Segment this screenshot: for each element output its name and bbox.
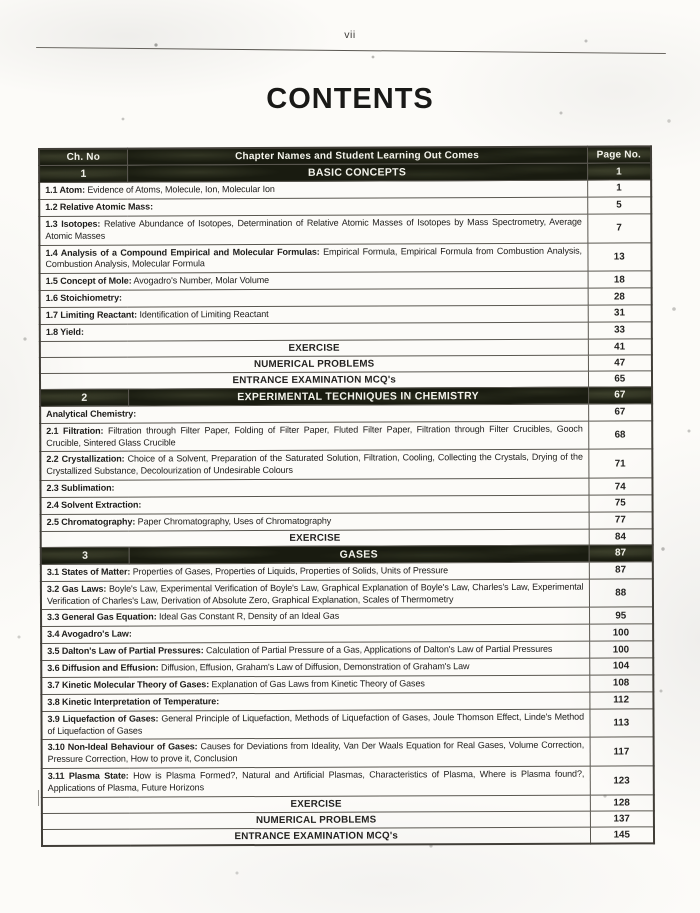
row-rest: Diffusion, Effusion, Graham's Law of Diffusion, Demonstration of Graham's Law bbox=[158, 661, 470, 673]
topic-row bbox=[40, 449, 652, 480]
row-rest: Boyle's Law, Experimental Verification of Boyle's Law, Graphical Explanation of Boyle's Law, Charles's Law, Experimental Verification of Charles's Law, Derivation of Absolute Zero, Graphical Explanation, Scales of Thermometry bbox=[46, 581, 584, 606]
row-lead: 1.2 Relative Atomic Mass: bbox=[45, 201, 153, 212]
chapter-page: 87 bbox=[589, 545, 653, 562]
row-page: 145 bbox=[590, 827, 654, 844]
row-page: 88 bbox=[589, 578, 653, 607]
row-rest: Paper Chromatography, Uses of Chromatography bbox=[135, 515, 332, 527]
row-rest: Evidence of Atoms, Molecule, Ion, Molecular Ion bbox=[84, 183, 275, 195]
row-page: 113 bbox=[589, 708, 653, 737]
row-lead: 1.7 Limiting Reactant: bbox=[45, 309, 138, 320]
header-rule-line bbox=[36, 47, 666, 54]
chapter-number: 2 bbox=[40, 389, 128, 406]
row-page: 28 bbox=[588, 288, 652, 305]
row-label: ENTRANCE EXAMINATION MCQ's bbox=[42, 827, 590, 846]
row-lead: 1.8 Yield: bbox=[45, 326, 84, 337]
header-chapter-names: Chapter Names and Student Learning Out Comes bbox=[127, 147, 587, 166]
row-page: 65 bbox=[588, 371, 652, 387]
row-lead: 3.2 Gas Laws: bbox=[46, 583, 107, 594]
topic-cell bbox=[40, 449, 588, 480]
row-rest: General Principle of Liquefaction, Methods of Liquefaction of Gases, Joule Thomson Effect, Linde's Method of Liquefaction of Gases bbox=[47, 711, 585, 736]
header-page-no: Page No. bbox=[587, 146, 651, 163]
topic-row bbox=[40, 420, 652, 451]
row-page: 71 bbox=[588, 449, 652, 478]
row-rest: Causes for Deviations from Ideality, Van Der Waals Equation for Real Gases, Volume Correction, Pressure Correction, How to prove it, Conclusion bbox=[47, 739, 585, 765]
topic-row bbox=[41, 578, 653, 609]
row-rest: Relative Abundance of Isotopes, Determination of Relative Atomic Masses of Isotopes by Mass Spectrometry, Average Atomic Masses bbox=[45, 216, 582, 241]
row-lead: 3.10 Non-Ideal Behaviour of Gases: bbox=[47, 741, 198, 753]
row-page: 1 bbox=[587, 180, 651, 197]
row-page: 137 bbox=[590, 811, 654, 827]
row-label: EXERCISE bbox=[41, 529, 589, 547]
row-lead: 3.9 Liquefaction of Gases: bbox=[47, 713, 159, 724]
chapter-title: GASES bbox=[129, 545, 589, 564]
row-label: NUMERICAL PROBLEMS bbox=[40, 355, 588, 373]
row-lead: Analytical Chemistry: bbox=[46, 408, 137, 419]
row-lead: 2.3 Sublimation: bbox=[46, 482, 115, 494]
row-lead: 1.4 Analysis of a Compound Empirical and Molecular Formulas: bbox=[45, 246, 320, 258]
row-rest: How is Plasma Formed?, Natural and Artificial Plasmas, Characteristics of Plasma, Where is Plasma found?, Applications of Plasma, Future Horizons bbox=[47, 768, 585, 793]
row-page: 47 bbox=[588, 355, 652, 371]
row-lead: 3.6 Diffusion and Effusion: bbox=[47, 662, 159, 673]
topic-cell bbox=[42, 737, 590, 768]
topic-cell bbox=[39, 243, 587, 274]
header-ch-no: Ch. No bbox=[39, 149, 127, 166]
topic-cell bbox=[40, 421, 588, 452]
row-lead: 1.1 Atom: bbox=[45, 184, 85, 195]
row-page: 13 bbox=[587, 242, 651, 271]
topic-cell bbox=[42, 766, 590, 797]
row-page: 77 bbox=[589, 512, 653, 529]
contents-table bbox=[38, 145, 655, 847]
row-page: 128 bbox=[590, 795, 654, 811]
row-lead: 1.3 Isotopes: bbox=[45, 218, 101, 229]
row-page: 31 bbox=[588, 305, 652, 322]
topic-row bbox=[41, 708, 653, 739]
row-lead: 3.3 General Gas Equation: bbox=[47, 611, 157, 623]
row-rest: Calculation of Partial Pressure of a Gas, Applications of Dalton's Law of Partial Pressures bbox=[203, 643, 553, 656]
row-page: 7 bbox=[587, 214, 651, 243]
topic-row bbox=[42, 737, 654, 768]
row-page: 117 bbox=[590, 737, 654, 766]
row-page: 41 bbox=[588, 339, 652, 355]
contents-table-wrapper bbox=[38, 145, 655, 847]
row-page: 104 bbox=[589, 658, 653, 675]
row-rest: Explanation of Gas Laws from Kinetic Theory of Gases bbox=[209, 678, 425, 690]
row-page: 18 bbox=[588, 271, 652, 288]
row-lead: 3.5 Dalton's Law of Partial Pressures: bbox=[47, 645, 204, 657]
chapter-number: 1 bbox=[39, 165, 127, 182]
row-lead: 1.6 Stoichiometry: bbox=[45, 292, 122, 304]
row-lead: 2.5 Chromatography: bbox=[46, 516, 136, 527]
topic-cell bbox=[39, 214, 587, 245]
row-page: 112 bbox=[589, 692, 653, 709]
row-label: ENTRANCE EXAMINATION MCQ's bbox=[40, 371, 588, 389]
row-page: 84 bbox=[589, 529, 653, 545]
row-lead: 3.8 Kinetic Interpretation of Temperature: bbox=[47, 695, 220, 707]
scan-artifact-line bbox=[38, 790, 39, 806]
row-page: 108 bbox=[589, 675, 653, 692]
row-lead: 3.4 Avogadro's Law: bbox=[47, 628, 132, 640]
page-title: CONTENTS bbox=[266, 83, 434, 115]
topic-row bbox=[39, 242, 651, 273]
row-page: 67 bbox=[588, 404, 652, 421]
row-lead: 3.7 Kinetic Molecular Theory of Gases: bbox=[47, 679, 210, 690]
row-lead: 3.11 Plasma State: bbox=[47, 770, 129, 782]
row-lead: 2.4 Solvent Extraction: bbox=[46, 499, 142, 510]
row-page: 75 bbox=[589, 495, 653, 512]
row-page: 33 bbox=[588, 322, 652, 339]
row-label: NUMERICAL PROBLEMS bbox=[42, 811, 590, 829]
row-rest: Ideal Gas Constant R, Density of an Ideal Gas bbox=[156, 611, 340, 622]
row-rest: Properties of Gases, Properties of Liquids, Properties of Solids, Units of Pressure bbox=[130, 564, 449, 577]
row-rest: Avogadro's Number, Molar Volume bbox=[131, 275, 270, 286]
row-label: EXERCISE bbox=[42, 795, 590, 813]
row-lead: 3.1 States of Matter: bbox=[46, 566, 131, 577]
chapter-number: 3 bbox=[41, 547, 129, 564]
topic-cell bbox=[41, 709, 589, 740]
row-page: 100 bbox=[589, 624, 653, 641]
chapter-page: 67 bbox=[588, 387, 652, 404]
row-page: 95 bbox=[589, 607, 653, 624]
chapter-page: 1 bbox=[587, 163, 651, 180]
section-row bbox=[42, 827, 654, 846]
topic-cell bbox=[41, 579, 589, 610]
row-page: 100 bbox=[589, 641, 653, 658]
row-page: 123 bbox=[590, 766, 654, 795]
row-rest: Filtration through Filter Paper, Folding of Filter Paper, Fluted Filter Paper, Filtration through Filter Crucibles, Gooch Crucible, Sintered Glass Crucible bbox=[46, 423, 583, 448]
chapter-title: BASIC CONCEPTS bbox=[127, 163, 587, 182]
topic-row bbox=[39, 214, 651, 245]
row-page: 74 bbox=[588, 478, 652, 495]
folio-page-number: vii bbox=[344, 29, 356, 41]
row-page: 5 bbox=[587, 197, 651, 214]
row-page: 68 bbox=[588, 420, 652, 449]
topic-row bbox=[42, 766, 654, 797]
contents-table-body bbox=[39, 163, 654, 846]
row-page: 87 bbox=[589, 562, 653, 579]
scan-noise-specks bbox=[0, 0, 2, 2]
row-rest: Empirical Formula, Empirical Formula from Combustion Analysis, Combustion Analysis, Molecular Formula bbox=[45, 245, 582, 270]
row-lead: 2.1 Filtration: bbox=[46, 425, 104, 436]
chapter-title: EXPERIMENTAL TECHNIQUES IN CHEMISTRY bbox=[128, 387, 588, 406]
row-lead: 1.5 Concept of Mole: bbox=[45, 275, 132, 287]
row-label: EXERCISE bbox=[40, 339, 588, 357]
row-rest: Identification of Limiting Reactant bbox=[137, 308, 269, 320]
row-lead: 2.2 Crystallization: bbox=[46, 454, 125, 465]
row-rest: Choice of a Solvent, Preparation of the Saturated Solution, Filtration, Cooling, Collecting the Crystals, Drying of the Crystallized Substance, Decolourization of Undesirable Colours bbox=[46, 452, 583, 477]
